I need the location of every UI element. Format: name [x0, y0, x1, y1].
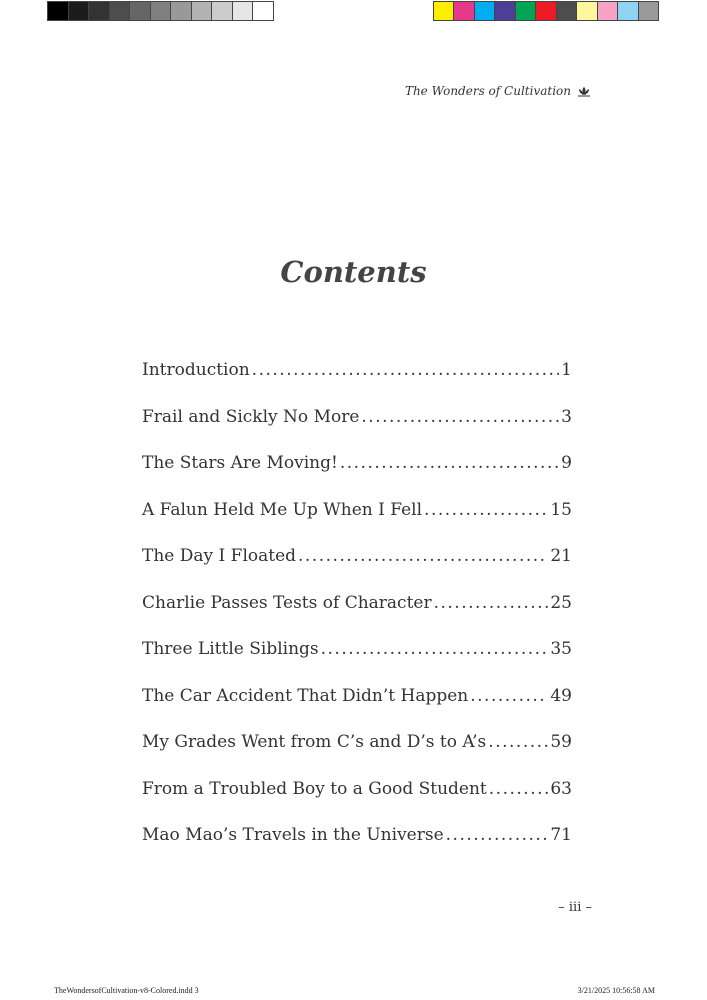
- toc-dot-leader: [361, 407, 559, 427]
- toc-entry[interactable]: [142, 500, 572, 547]
- slug-filename: TheWondersofCultivation-v8-Colored.indd 3: [54, 986, 199, 995]
- toc-dot-leader: [252, 360, 560, 380]
- toc-entry-page: 3: [561, 406, 572, 427]
- toc-entry-page: 71: [550, 825, 572, 845]
- toc-dot-leader: [434, 593, 549, 613]
- color-swatch: [434, 2, 454, 20]
- slug-timestamp: 3/21/2025 10:56:58 AM: [577, 986, 655, 995]
- toc-entry[interactable]: [142, 779, 572, 826]
- page-title: Contents: [280, 255, 427, 289]
- toc-dot-leader: [298, 546, 548, 566]
- toc-entry-page: 15: [550, 499, 572, 520]
- color-swatch: [516, 2, 536, 20]
- toc-entry-page: 49: [550, 685, 572, 706]
- toc-dot-leader: [321, 639, 549, 659]
- toc-entry-title: Frail and Sickly No More: [142, 406, 360, 427]
- gray-swatch: [89, 2, 110, 20]
- toc-entry-title: Mao Mao’s Travels in the Universe: [142, 825, 444, 845]
- color-swatch: [475, 2, 495, 20]
- color-swatch: [598, 2, 618, 20]
- gray-swatch: [48, 2, 69, 20]
- toc-entry-title: Introduction: [142, 360, 250, 380]
- table-of-contents: [142, 360, 572, 872]
- toc-entry-title: From a Troubled Boy to a Good Student: [142, 778, 487, 799]
- toc-dot-leader: [340, 453, 559, 473]
- gray-swatch: [110, 2, 131, 20]
- toc-entry-page: 63: [550, 778, 572, 799]
- gray-swatch: [253, 2, 273, 20]
- toc-entry-title: My Grades Went from C’s and D’s to A’s: [142, 732, 487, 752]
- color-swatch: [557, 2, 577, 20]
- toc-entry[interactable]: [142, 686, 572, 733]
- color-swatch: [639, 2, 658, 20]
- toc-entry[interactable]: [142, 825, 572, 872]
- toc-entry-page: 35: [550, 639, 572, 659]
- toc-dot-leader: [489, 779, 549, 799]
- color-swatch: [454, 2, 474, 20]
- gray-swatch: [192, 2, 213, 20]
- toc-dot-leader: [446, 825, 549, 845]
- toc-entry[interactable]: [142, 453, 572, 500]
- toc-entry-title: Charlie Passes Tests of Character: [142, 592, 432, 613]
- toc-dot-leader: [424, 500, 548, 520]
- color-swatch: [618, 2, 638, 20]
- color-calibration-bar: [433, 1, 659, 21]
- gray-swatch: [212, 2, 233, 20]
- toc-entry[interactable]: [142, 407, 572, 454]
- gray-swatch: [171, 2, 192, 20]
- toc-entry-page: 9: [561, 453, 572, 473]
- toc-entry-title: Three Little Siblings: [142, 639, 319, 659]
- toc-entry[interactable]: [142, 360, 572, 407]
- toc-entry-title: A Falun Held Me Up When I Fell: [142, 499, 423, 520]
- toc-entry[interactable]: [142, 546, 572, 593]
- gray-swatch: [151, 2, 172, 20]
- toc-dot-leader: [488, 732, 548, 752]
- running-head: [405, 84, 591, 98]
- gray-swatch: [130, 2, 151, 20]
- toc-entry[interactable]: [142, 593, 572, 640]
- color-swatch: [536, 2, 556, 20]
- grayscale-calibration-bar: [47, 1, 274, 21]
- toc-entry-title: The Stars Are Moving!: [142, 453, 338, 473]
- color-swatch: [495, 2, 515, 20]
- running-head-text: The Wonders of Cultivation: [404, 84, 571, 98]
- color-swatch: [577, 2, 597, 20]
- toc-entry-page: 59: [550, 732, 572, 752]
- lotus-icon: [577, 85, 591, 97]
- gray-swatch: [233, 2, 254, 20]
- toc-entry[interactable]: [142, 639, 572, 686]
- toc-entry-page: 25: [550, 592, 572, 613]
- gray-swatch: [69, 2, 90, 20]
- toc-entry[interactable]: [142, 732, 572, 779]
- toc-entry-title: The Car Accident That Didn’t Happen: [142, 685, 469, 706]
- page-number: – iii –: [558, 900, 592, 915]
- toc-entry-page: 21: [550, 546, 572, 566]
- toc-dot-leader: [470, 686, 548, 706]
- toc-entry-title: The Day I Floated: [142, 546, 297, 566]
- toc-entry-page: 1: [561, 360, 572, 380]
